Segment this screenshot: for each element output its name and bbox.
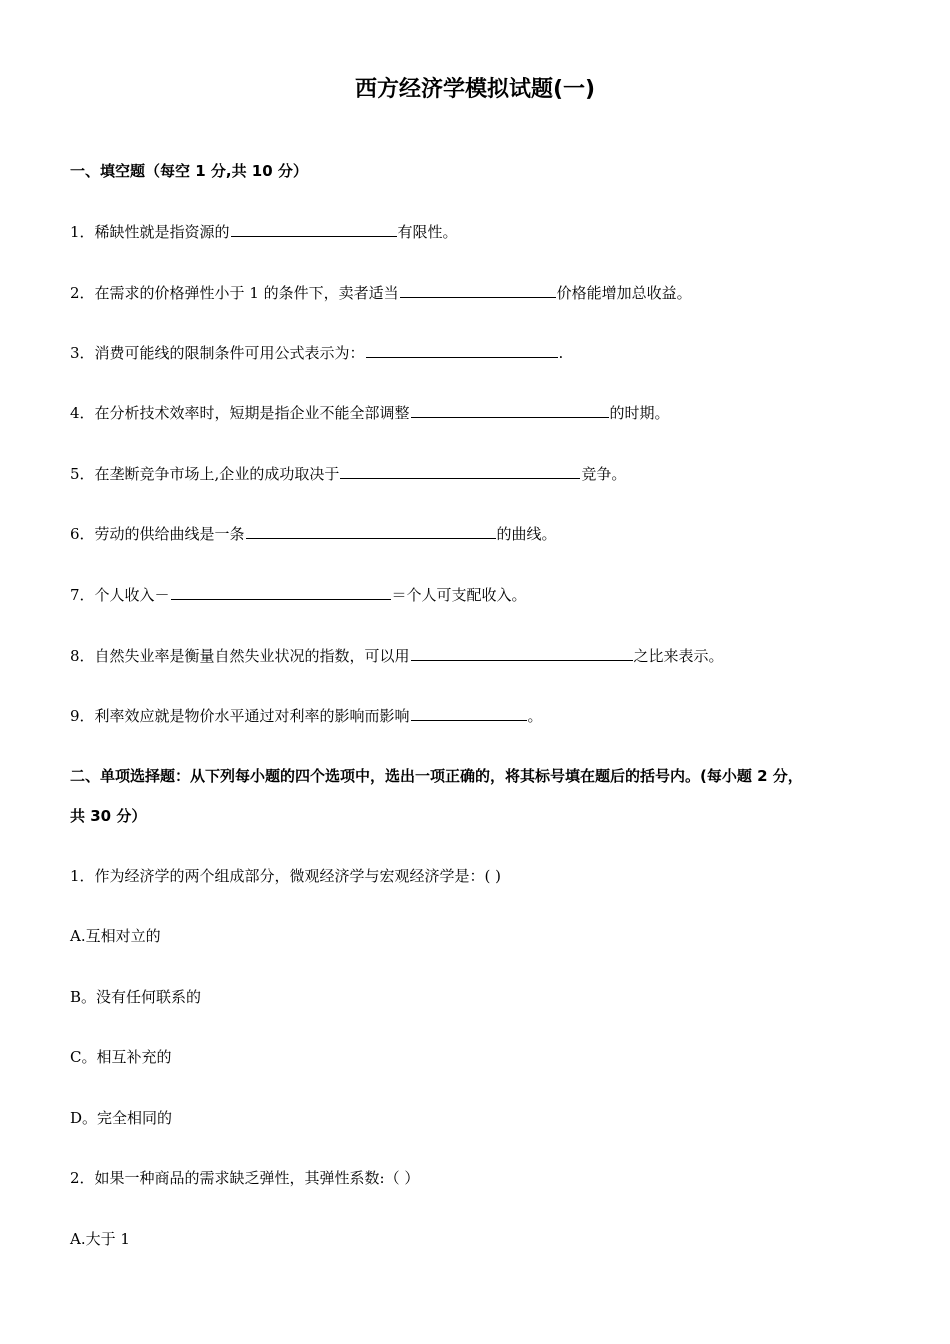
answer-blank[interactable] [246, 523, 496, 539]
question-1-option-b: B。没有任何联系的 [70, 988, 202, 1006]
section2-heading-line2: 共 30 分） [70, 807, 147, 825]
fill-item-2-pre: 2．在需求的价格弹性小于 1 的条件下，卖者适当 [70, 284, 399, 302]
fill-item-5-pre: 5．在垄断竞争市场上,企业的成功取决于 [70, 465, 340, 483]
fill-item-3-pre: 3．消费可能线的限制条件可用公式表示为： [70, 344, 365, 362]
fill-item-8-pre: 8．自然失业率是衡量自然失业状况的指数，可以用 [70, 647, 410, 665]
fill-item-9-pre: 9．利率效应就是物价水平通过对利率的影响而影响 [70, 707, 410, 725]
fill-item-5 [70, 463, 626, 484]
question-1-option-a: A.互相对立的 [70, 927, 161, 945]
answer-blank[interactable] [231, 221, 397, 237]
answer-blank[interactable] [340, 463, 580, 479]
fill-item-3 [70, 342, 563, 363]
fill-item-6 [70, 523, 557, 544]
fill-item-1-post: 有限性。 [397, 223, 458, 241]
fill-item-4-pre: 4．在分析技术效率时，短期是指企业不能全部调整 [70, 404, 410, 422]
question-2-option-a: A.大于 1 [70, 1230, 130, 1248]
fill-item-9-post: 。 [527, 707, 543, 725]
fill-item-8 [70, 645, 724, 666]
fill-item-3-post: . [558, 344, 564, 362]
fill-item-7 [70, 584, 527, 605]
fill-item-5-post: 竞争。 [581, 465, 627, 483]
fill-item-4-post: 的时期。 [609, 404, 670, 422]
question-1-stem: 1．作为经济学的两个组成部分，微观经济学与宏观经济学是：( ) [70, 867, 502, 885]
question-1-option-d: D。完全相同的 [70, 1109, 173, 1127]
answer-blank[interactable] [400, 282, 556, 298]
answer-blank[interactable] [411, 402, 609, 418]
fill-item-2-post: 价格能增加总收益。 [556, 284, 692, 302]
page-title: 西方经济学模拟试题(一) [354, 77, 596, 102]
section2-heading-line1: 二、单项选择题：从下列每小题的四个选项中，选出一项正确的，将其标号填在题后的括号内。(每小题 2 分， [70, 767, 803, 785]
section1-heading: 一、填空题（每空 1 分,共 10 分） [70, 162, 308, 180]
question-1-option-c: C。相互补充的 [70, 1048, 172, 1066]
answer-blank[interactable] [411, 705, 527, 721]
fill-item-6-post: 的曲线。 [496, 525, 557, 543]
fill-item-1-pre: 1．稀缺性就是指资源的 [70, 223, 230, 241]
fill-item-8-post: 之比来表示。 [633, 647, 724, 665]
answer-blank[interactable] [171, 584, 391, 600]
fill-item-4 [70, 402, 670, 423]
fill-item-7-pre: 7．个人收入－ [70, 586, 170, 604]
fill-item-9 [70, 705, 543, 726]
fill-item-7-post: ＝个人可支配收入。 [391, 586, 527, 604]
answer-blank[interactable] [411, 645, 633, 661]
fill-item-2 [70, 282, 692, 303]
question-2-stem: 2．如果一种商品的需求缺乏弹性，其弹性系数:（ ） [70, 1169, 420, 1187]
answer-blank[interactable] [366, 342, 558, 358]
fill-item-6-pre: 6．劳动的供给曲线是一条 [70, 525, 245, 543]
fill-item-1 [70, 221, 458, 242]
